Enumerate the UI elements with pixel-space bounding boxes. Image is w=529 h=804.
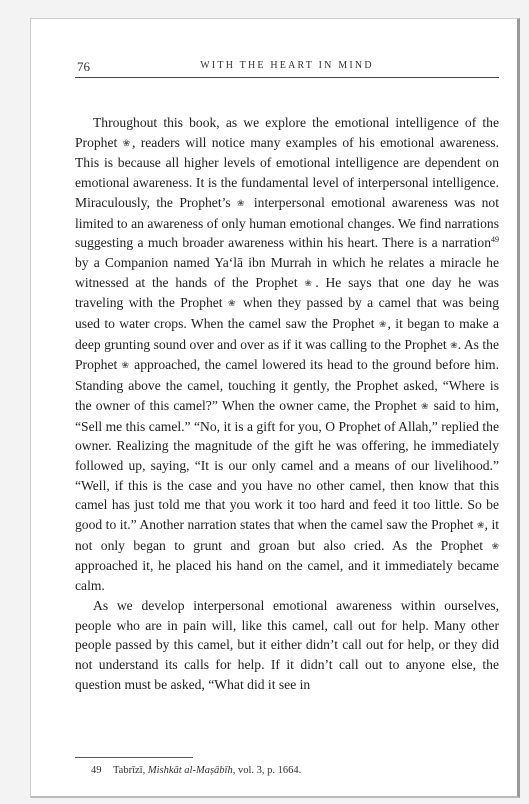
footnote-number: 49 xyxy=(91,765,102,776)
text-run: said to him, “Sell me this camel.” “No, it is a gift for you, O Prophet of Allah,” replied the owner. Realizing the magnitude of the gift he was offering, he immediately followed up, saying, “It is our only camel and a means of our livelihood.” “Well, if this is the case and you have no other camel, then know that this camel has just told me that you work it too hard and feed it too little. So be good to it.” Another narration states that when the camel saw the Prophet xyxy=(75,397,499,533)
paragraph: As we develop interpersonal emotional awareness within ourselves, people who are in pain will, like this camel, call out for help. Many other people passed by this camel, but it either didn’t call out for help, or they did not understand its calls for help. If it didn’t call out to anyone else, the question must be asked, “What did it see in xyxy=(75,597,499,692)
honorific-icon: ❀ xyxy=(122,137,133,148)
honorific-icon: ❀ xyxy=(421,400,430,411)
honorific-icon: ❀ xyxy=(237,197,248,208)
running-head: WITH THE HEART IN MIND xyxy=(200,60,374,71)
paragraph xyxy=(75,113,499,596)
text-run: by a Companion named Ya‘lā ibn Murrah in which he relates a miracle he witnessed at the hands of the Prophet xyxy=(75,254,499,290)
text-run: approached, the camel lowered its head to the ground before him. Standing above the camel, touching it gently, the Prophet asked, “Where is the owner of this camel?” When the owner came, the Prophet xyxy=(75,357,499,413)
body-text xyxy=(75,113,499,694)
text-run: interpersonal emotional awareness was not limited to an awareness of only human emotional changes. We find narrations suggesting a much broader awareness within his heart. There is a narration xyxy=(75,194,499,251)
text-run: when they passed by a camel that was being used to water crops. When the camel saw the Prophet xyxy=(75,295,499,332)
honorific-icon: ❀ xyxy=(378,319,388,330)
footnote-text: Tabrīzī, xyxy=(113,765,148,776)
text-run: , it began to make a deep grunting sound over and over as if it was calling to the Prophet xyxy=(75,316,500,352)
text-run: , readers will notice many examples of his emotional awareness. This is because all higher levels of emotional intelligence are dependent on emotional awareness. It is the fundamental level of interpersonal intelligence. Miraculously, the Prophet’s xyxy=(75,134,499,210)
page-number: 76 xyxy=(77,59,90,74)
honorific-icon: ❀ xyxy=(227,298,238,309)
footnote-divider xyxy=(75,757,193,758)
honorific-icon: ❀ xyxy=(450,339,458,350)
footnote-text: , vol. 3, p. 1664. xyxy=(232,765,302,776)
footnote-reference[interactable]: 49 xyxy=(491,235,499,245)
honorific-icon: ❀ xyxy=(491,540,499,551)
text-run: approached it, he placed his hand on the camel, and it immediately became calm. xyxy=(75,558,499,594)
footnote-title: Mishkāt al-Maṣābīh xyxy=(147,765,233,776)
text-run: , it not only began to grunt and groan but also cried. As the Prophet xyxy=(75,517,499,553)
page-header xyxy=(75,59,499,78)
text-run: Throughout this book, as we explore the emotional intelligence of the Prophet xyxy=(75,115,499,150)
footnote xyxy=(91,765,491,776)
text-run: . As the Prophet xyxy=(75,336,500,373)
honorific-icon: ❀ xyxy=(121,360,130,371)
honorific-icon: ❀ xyxy=(304,277,316,288)
honorific-icon: ❀ xyxy=(476,520,485,531)
book-page xyxy=(30,18,520,798)
text-run: . He says that one day he was traveling with the Prophet xyxy=(75,274,499,311)
